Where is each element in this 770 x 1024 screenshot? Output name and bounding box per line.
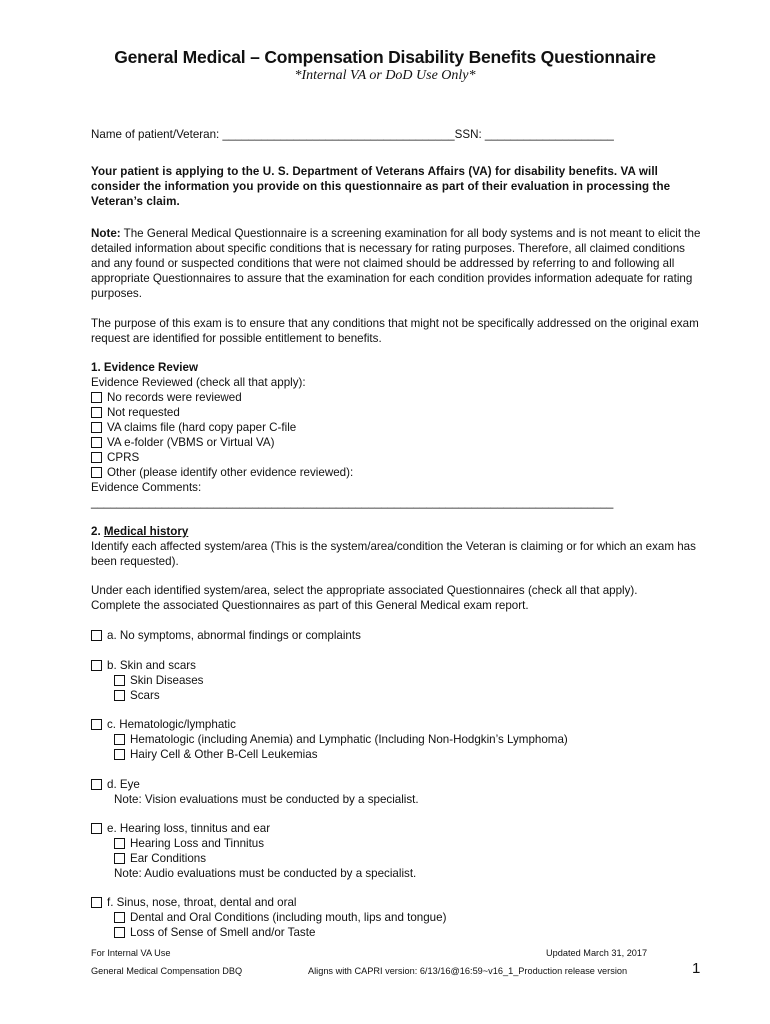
- checkbox-icon[interactable]: [114, 734, 125, 745]
- medical-history-instructions-2: Complete the associated Questionnaires as part of this General Medical exam report.: [91, 599, 529, 612]
- checkbox-icon[interactable]: [91, 660, 102, 671]
- checkbox-icon[interactable]: [91, 823, 102, 834]
- checkbox-icon[interactable]: [114, 675, 125, 686]
- evidence-heading: 1. Evidence Review: [91, 361, 198, 374]
- page-number: 1: [692, 960, 701, 977]
- option-label: Other (please identify other evidence reviewed):: [107, 466, 354, 479]
- checkbox-icon[interactable]: [114, 749, 125, 760]
- evidence-option-other[interactable]: [91, 465, 353, 480]
- evidence-option-claims-file[interactable]: [91, 420, 296, 435]
- footer-internal-use: For Internal VA Use: [91, 948, 171, 958]
- patient-name-ssn-line[interactable]: Name of patient/Veteran: ____________________________________SSN: ____________________: [91, 128, 614, 141]
- option-label: CPRS: [107, 451, 140, 464]
- system-label: f. Sinus, nose, throat, dental and oral: [107, 896, 297, 909]
- questionnaire-label: Hearing Loss and Tinnitus: [130, 837, 265, 850]
- questionnaire-ear-conditions[interactable]: [114, 851, 206, 866]
- document-title: General Medical – Compensation Disability Benefits Questionnaire: [114, 47, 656, 67]
- checkbox-icon[interactable]: [114, 690, 125, 701]
- questionnaire-skin-diseases[interactable]: [114, 673, 203, 688]
- checkbox-icon[interactable]: [91, 392, 102, 403]
- option-label: VA e-folder (VBMS or Virtual VA): [107, 436, 275, 449]
- system-a-no-symptoms[interactable]: [91, 628, 361, 643]
- checkbox-icon[interactable]: [91, 897, 102, 908]
- system-label: d. Eye: [107, 778, 140, 791]
- questionnaire-label: Hairy Cell & Other B-Cell Leukemias: [130, 748, 318, 761]
- audio-note: Note: Audio evaluations must be conducted by a specialist.: [114, 867, 417, 880]
- questionnaire-label: Scars: [130, 689, 160, 702]
- option-label: No records were reviewed: [107, 391, 242, 404]
- checkbox-icon[interactable]: [91, 407, 102, 418]
- footer-form-name: General Medical Compensation DBQ: [91, 966, 243, 976]
- evidence-option-e-folder[interactable]: [91, 435, 275, 450]
- document-subtitle: *Internal VA or DoD Use Only*: [294, 68, 476, 83]
- checkbox-icon[interactable]: [114, 927, 125, 938]
- system-f-sinus-nose-throat[interactable]: [91, 895, 297, 910]
- evidence-option-no-records[interactable]: [91, 390, 242, 405]
- questionnaire-hearing-loss-tinnitus[interactable]: [114, 836, 264, 851]
- system-label: c. Hematologic/lymphatic: [107, 718, 236, 731]
- checkbox-icon[interactable]: [114, 853, 125, 864]
- medical-history-title: Medical history: [103, 525, 189, 538]
- footer-updated-date: Updated March 31, 2017: [546, 948, 648, 958]
- system-e-hearing[interactable]: [91, 821, 270, 836]
- medical-history-number: 2.: [91, 525, 104, 538]
- checkbox-icon[interactable]: [114, 838, 125, 849]
- note-label: Note:: [91, 227, 121, 240]
- evidence-option-cprs[interactable]: [91, 450, 139, 465]
- questionnaire-label: Ear Conditions: [130, 852, 207, 865]
- checkbox-icon[interactable]: [91, 719, 102, 730]
- checkbox-icon[interactable]: [91, 422, 102, 433]
- checkbox-icon[interactable]: [91, 630, 102, 641]
- questionnaire-scars[interactable]: [114, 688, 160, 703]
- questionnaire-label: Loss of Sense of Smell and/or Taste: [130, 926, 316, 939]
- footer-capri-version: Aligns with CAPRI version: 6/13/16@16:59~v16_1_Production release version: [308, 966, 628, 976]
- questionnaire-smell-taste[interactable]: [114, 925, 315, 940]
- evidence-prompt: Evidence Reviewed (check all that apply):: [91, 376, 306, 389]
- medical-history-instructions-1: Under each identified system/area, select the appropriate associated Questionnaires (check all that apply).: [91, 584, 638, 597]
- system-label: e. Hearing loss, tinnitus and ear: [107, 822, 271, 835]
- medical-history-heading: [91, 524, 188, 539]
- system-label: a. No symptoms, abnormal findings or complaints: [107, 629, 361, 642]
- note-paragraph: [91, 226, 701, 301]
- option-label: VA claims file (hard copy paper C-file: [107, 421, 297, 434]
- medical-history-identify: Identify each affected system/area (This is the system/area/condition the Veteran is claiming or for which an exam has been requested).: [91, 540, 696, 568]
- checkbox-icon[interactable]: [91, 437, 102, 448]
- questionnaire-label: Dental and Oral Conditions (including mouth, lips and tongue): [130, 911, 447, 924]
- checkbox-icon[interactable]: [114, 912, 125, 923]
- evidence-comments-label: Evidence Comments:: [91, 481, 202, 494]
- note-text: The General Medical Questionnaire is a screening examination for all body systems and is not meant to elicit the detailed information about specific conditions that is necessary for rating purposes. Therefore, all claimed conditions and any found or suspected conditions that were not claimed should be addressed by referring to and following all appropriate Questionnaires to assure that the examination for each condition provides information adequate for rating purposes.: [91, 227, 701, 300]
- system-b-skin-scars[interactable]: [91, 658, 196, 673]
- system-d-eye[interactable]: [91, 777, 140, 792]
- option-label: Not requested: [107, 406, 180, 419]
- evidence-comments-field[interactable]: _________________________________________________________________________________: [91, 496, 614, 509]
- questionnaire-label: Hematologic (including Anemia) and Lymphatic (Including Non-Hodgkin’s Lymphoma): [130, 733, 568, 746]
- evidence-option-not-requested[interactable]: [91, 405, 180, 420]
- checkbox-icon[interactable]: [91, 452, 102, 463]
- questionnaire-label: Skin Diseases: [130, 674, 204, 687]
- checkbox-icon[interactable]: [91, 467, 102, 478]
- eye-note: Note: Vision evaluations must be conducted by a specialist.: [114, 793, 419, 806]
- questionnaire-hematologic-lymphatic[interactable]: [114, 732, 568, 747]
- questionnaire-hairy-cell-leukemias[interactable]: [114, 747, 318, 762]
- purpose-paragraph: The purpose of this exam is to ensure that any conditions that might not be specifically addressed on the original exam request are identified for possible entitlement to benefits.: [91, 317, 699, 345]
- questionnaire-dental-oral[interactable]: [114, 910, 446, 925]
- system-c-hematologic[interactable]: [91, 717, 236, 732]
- checkbox-icon[interactable]: [91, 779, 102, 790]
- intro-paragraph: Your patient is applying to the U. S. Department of Veterans Affairs (VA) for disability benefits. VA will consider the information you provide on this questionnaire as part of their evaluation in processing the Veteran’s claim.: [91, 165, 671, 208]
- system-label: b. Skin and scars: [107, 659, 196, 672]
